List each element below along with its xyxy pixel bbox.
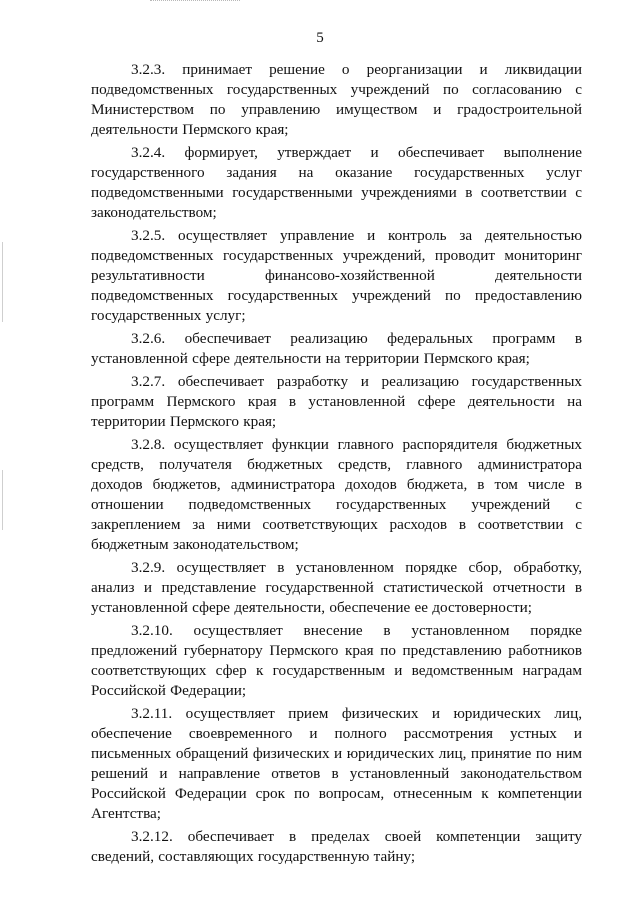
paragraph-3-2-8: 3.2.8. осуществляет функции главного распорядителя бюджетных средств, получателя бюджетных средств, главного администратора доходов бюджетов, администратора доходов бюджета, в том числе в отношении подведомственных государственных учреждений с закреплением за ними соответствующих расходов в соответствии с бюджетным законодательством; <box>91 435 582 554</box>
paragraph-3-2-12: 3.2.12. обеспечивает в пределах своей компетенции защиту сведений, составляющих государственную тайну; <box>91 827 582 865</box>
paragraph-3-2-11: 3.2.11. осуществляет прием физических и юридических лиц, обеспечение своевременного и полного рассмотрения устных и письменных обращений физических и юридических лиц, принятие по ним решений и направление ответов в установленный законодательством Российской Федерации срок по вопросам, отнесенным к компетенции Агентства; <box>91 704 582 823</box>
paragraph-3-2-7: 3.2.7. обеспечивает разработку и реализацию государственных программ Пермского края в установленной сфере деятельности на территории Пермского края; <box>91 372 582 430</box>
document-body <box>91 60 582 870</box>
scan-artifact-edge <box>2 242 3 322</box>
paragraph-3-2-9: 3.2.9. осуществляет в установленном порядке сбор, обработку, анализ и представление государственной статистической отчетности в установленной сфере деятельности, обеспечение ее достоверности; <box>91 558 582 616</box>
paragraph-3-2-6: 3.2.6. обеспечивает реализацию федеральных программ в установленной сфере деятельности на территории Пермского края; <box>91 330 582 368</box>
scan-artifact-top <box>150 0 240 2</box>
page-number: 5 <box>316 30 324 46</box>
paragraph-3-2-5: 3.2.5. осуществляет управление и контроль за деятельностью подведомственных государственных учреждений, проводит мониторинг результативности финансово-хозяйственной деятельности подведомственных государственных учреждений по предоставлению государственных услуг; <box>91 226 582 325</box>
scan-artifact-edge <box>2 470 3 530</box>
paragraph-3-2-3: 3.2.3. принимает решение о реорганизации и ликвидации подведомственных государственных учреждений по согласованию с Министерством по управлению имуществом и градостроительной деятельности Пермского края; <box>91 61 582 139</box>
paragraph-3-2-4: 3.2.4. формирует, утверждает и обеспечивает выполнение государственного задания на оказание государственных услуг подведомственными государственными учреждениями в соответствии с законодательством; <box>91 143 582 222</box>
paragraph-3-2-10: 3.2.10. осуществляет внесение в установленном порядке предложений губернатору Пермского края по представлению работников соответствующих сфер к государственным и ведомственным наградам Российской Федерации; <box>91 621 582 699</box>
